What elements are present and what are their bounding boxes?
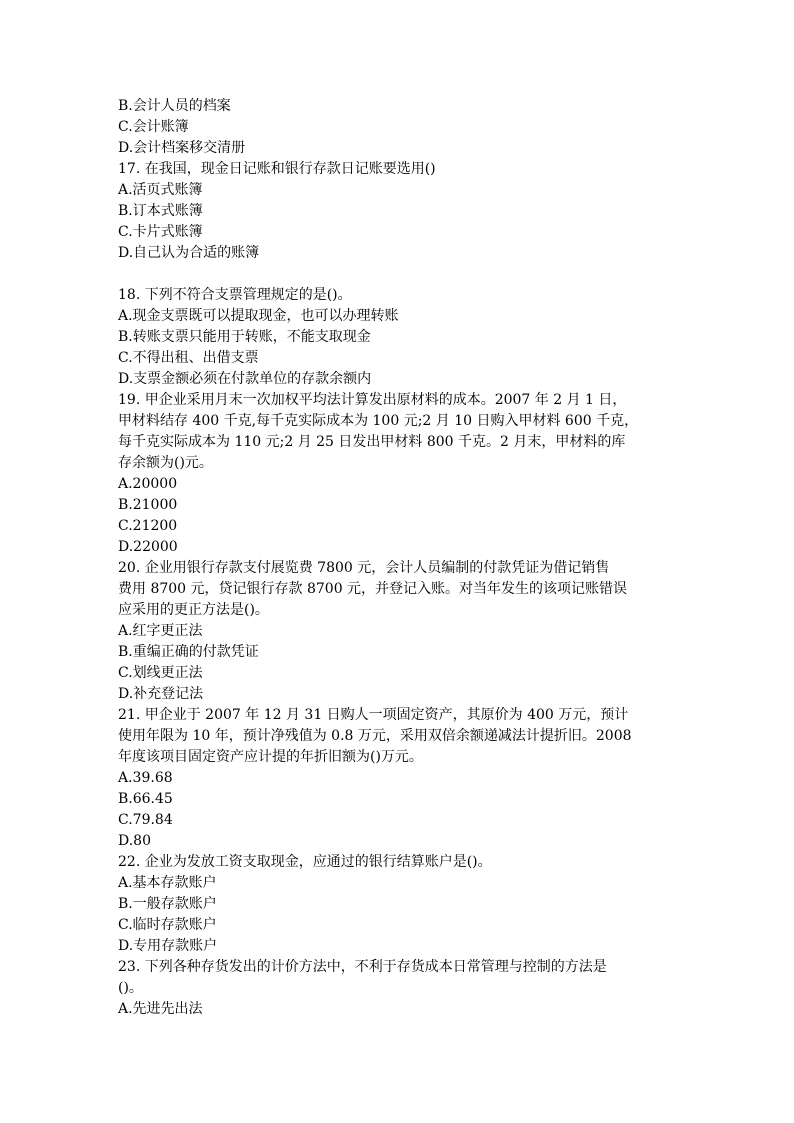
option-d-22: D.专用存款账户: [118, 938, 218, 954]
option-d-19: D.22000: [118, 539, 178, 555]
document-page: [118, 96, 684, 1020]
question-17: 17. 在我国，现金日记账和银行存款日记账要选用(): [118, 161, 436, 177]
option-b-22: B.一般存款账户: [118, 896, 217, 912]
option-d-20: D.补充登记法: [118, 686, 204, 702]
option-a-17: A.活页式账簿: [118, 182, 203, 198]
question-18: 18. 下列不符合支票管理规定的是()。: [118, 287, 352, 303]
option-a-22: A.基本存款账户: [118, 875, 217, 891]
option-b-17: B.订本式账簿: [118, 203, 203, 219]
option-c-21: C.79.84: [118, 812, 173, 828]
option-c-17: C.卡片式账簿: [118, 224, 203, 240]
option-c-20: C.划线更正法: [118, 665, 203, 681]
question-20-line-2: 费用 8700 元，贷记银行存款 8700 元，并登记入账。对当年发生的该项记账错误: [118, 581, 628, 597]
question-21-line-2: 使用年限为 10 年，预计净残值为 0.8 万元，采用双倍余额递减法计提折旧。2008: [118, 728, 632, 744]
question-19-line-1: 19. 甲企业采用月末一次加权平均法计算发出原材料的成本。2007 年 2 月 1 日，: [118, 392, 627, 408]
option-b-18: B.转账支票只能用于转账，不能支取现金: [118, 329, 371, 345]
option-d-16: D.会计档案移交清册: [118, 140, 246, 156]
option-a-18: A.现金支票既可以提取现金，也可以办理转账: [118, 308, 399, 324]
question-21-line-3: 年度该项目固定资产应计提的年折旧额为()万元。: [118, 749, 423, 765]
option-d-17: D.自己认为合适的账簿: [118, 245, 260, 261]
question-22: 22. 企业为发放工资支取现金，应通过的银行结算账户是()。: [118, 854, 492, 870]
question-19-line-2: 甲材料结存 400 千克,每千克实际成本为 100 元;2 月 10 日购入甲材料 600 千克，: [118, 413, 639, 429]
option-c-18: C.不得出租、出借支票: [118, 350, 259, 366]
question-19-line-3: 每千克实际成本为 110 元;2 月 25 日发出甲材料 800 千克。2 月末，甲材料的库: [118, 434, 626, 450]
option-a-23: A.先进先出法: [118, 1001, 203, 1017]
question-20-line-3: 应采用的更正方法是()。: [118, 602, 269, 618]
option-a-19: A.20000: [118, 476, 178, 492]
option-b-19: B.21000: [118, 497, 178, 513]
question-23-line-2: ()。: [118, 980, 143, 996]
option-d-18: D.支票金额必须在付款单位的存款余额内: [118, 371, 372, 387]
option-a-21: A.39.68: [118, 770, 173, 786]
question-21-line-1: 21. 甲企业于 2007 年 12 月 31 日购人一项固定资产，其原价为 400 万元，预计: [118, 707, 629, 723]
question-19-line-4: 存余额为()元。: [118, 455, 213, 471]
option-c-19: C.21200: [118, 518, 178, 534]
option-c-22: C.临时存款账户: [118, 917, 217, 933]
question-20-line-1: 20. 企业用银行存款支付展览费 7800 元，会计人员编制的付款凭证为借记销售: [118, 560, 610, 576]
option-c-16: C.会计账簿: [118, 119, 189, 135]
question-23-line-1: 23. 下列各种存货发出的计价方法中，不利于存货成本日常管理与控制的方法是: [118, 959, 607, 975]
option-b-20: B.重编正确的付款凭证: [118, 644, 259, 660]
blank-line: [118, 264, 684, 285]
option-d-21: D.80: [118, 833, 151, 849]
option-a-20: A.红字更正法: [118, 623, 203, 639]
option-b-21: B.66.45: [118, 791, 173, 807]
option-b-16: B.会计人员的档案: [118, 98, 231, 114]
